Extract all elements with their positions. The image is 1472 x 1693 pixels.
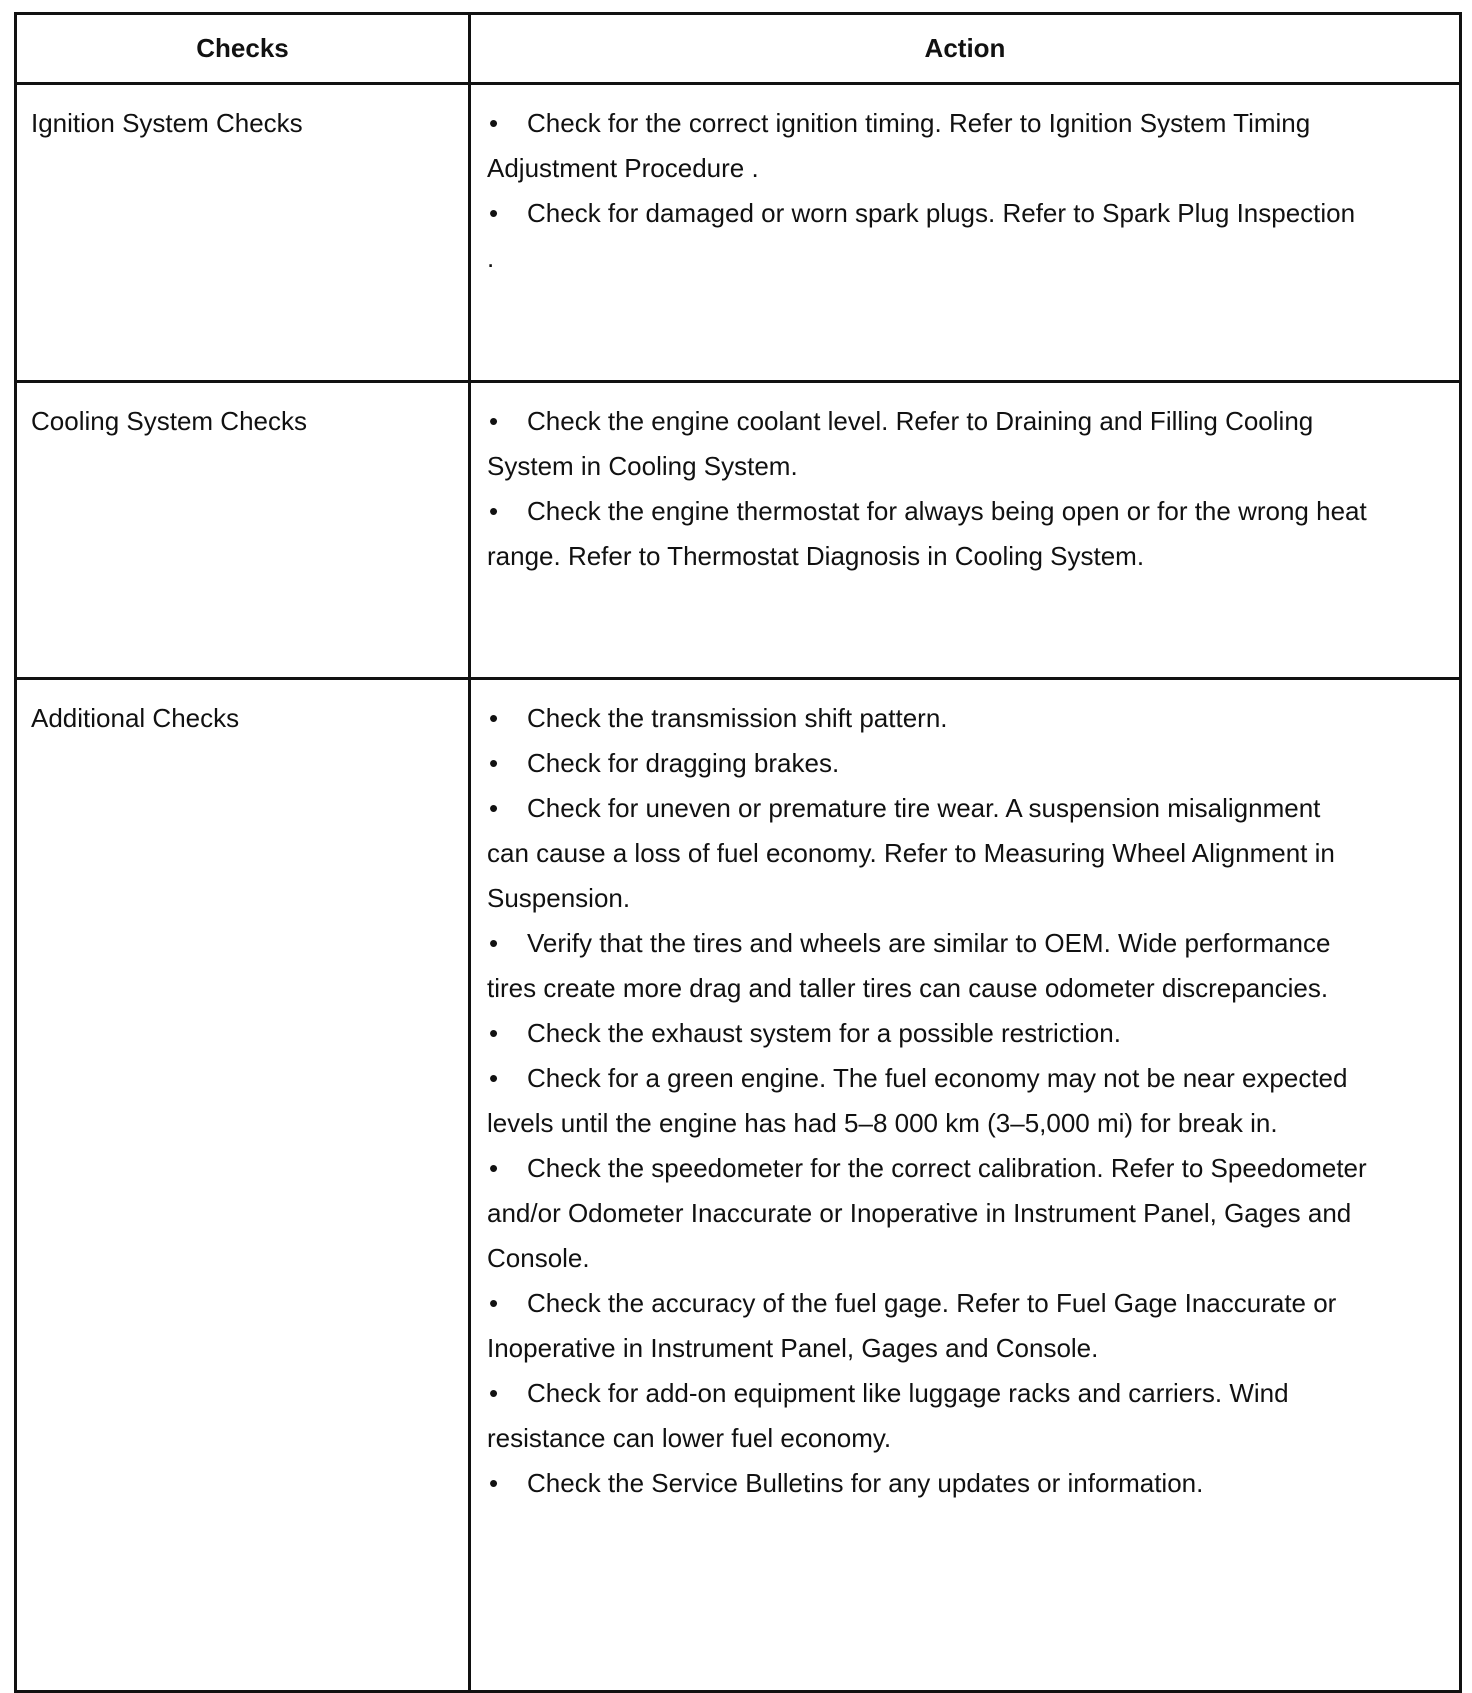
checks-action-table [14,12,1462,1693]
action-cell [470,382,1461,679]
action-item [487,786,1369,921]
bullet-icon: • [489,198,499,228]
action-item [487,1281,1369,1371]
table-row-ignition [16,84,1461,382]
table-row-additional [16,679,1461,1692]
bullet-icon: • [489,928,499,958]
header-action: Action [470,14,1461,84]
action-text: Check the exhaust system for a possible restriction. [527,1018,1121,1048]
action-item [487,1146,1369,1281]
action-item [487,399,1369,489]
action-list [487,101,1369,281]
action-item [487,1011,1369,1056]
action-item [487,489,1369,579]
bullet-icon: • [489,1468,499,1498]
action-text: Check for the correct ignition timing. Refer to Ignition System Timing Adjustment Procedure . [487,108,1311,183]
check-name: Cooling System Checks [16,382,470,679]
action-text: Check the engine coolant level. Refer to Draining and Filling Cooling System in Cooling System. [487,406,1314,481]
bullet-icon: • [489,1153,499,1183]
header-checks: Checks [16,14,470,84]
action-cell [470,679,1461,1692]
check-name: Ignition System Checks [16,84,470,382]
bullet-icon: • [489,703,499,733]
action-text: Check the speedometer for the correct calibration. Refer to Speedometer and/or Odometer Inaccurate or Inoperative in Instrument Panel, Gages and Console. [487,1153,1367,1273]
bullet-icon: • [489,1018,499,1048]
bullet-icon: • [489,793,499,823]
table-row-cooling [16,382,1461,679]
action-item [487,101,1369,191]
action-text: Check for damaged or worn spark plugs. Refer to Spark Plug Inspection . [487,198,1356,273]
action-text: Check for a green engine. The fuel economy may not be near expected levels until the engine has had 5–8 000 km (3–5,000 mi) for break in. [487,1063,1348,1138]
header-row [16,14,1461,84]
action-text: Check for dragging brakes. [527,748,840,778]
action-list [487,696,1369,1506]
action-text: Check the accuracy of the fuel gage. Refer to Fuel Gage Inaccurate or Inoperative in Instrument Panel, Gages and Console. [487,1288,1337,1363]
check-name: Additional Checks [16,679,470,1692]
bullet-icon: • [489,1063,499,1093]
action-text: Check for add-on equipment like luggage racks and carriers. Wind resistance can lower fuel economy. [487,1378,1289,1453]
action-item [487,191,1369,281]
action-text: Verify that the tires and wheels are similar to OEM. Wide performance tires create more drag and taller tires can cause odometer discrepancies. [487,928,1331,1003]
action-text: Check the engine thermostat for always being open or for the wrong heat range. Refer to Thermostat Diagnosis in Cooling System. [487,496,1367,571]
action-item [487,741,1369,786]
action-text: Check the transmission shift pattern. [527,703,948,733]
action-item [487,1056,1369,1146]
bullet-icon: • [489,108,499,138]
action-item [487,921,1369,1011]
bullet-icon: • [489,406,499,436]
action-item [487,696,1369,741]
bullet-icon: • [489,1378,499,1408]
action-cell [470,84,1461,382]
action-list [487,399,1369,579]
bullet-icon: • [489,1288,499,1318]
bullet-icon: • [489,748,499,778]
action-item [487,1461,1369,1506]
action-item [487,1371,1369,1461]
action-text: Check for uneven or premature tire wear. A suspension misalignment can cause a loss of fuel economy. Refer to Measuring Wheel Alignment in Suspension. [487,793,1335,913]
bullet-icon: • [489,496,499,526]
action-text: Check the Service Bulletins for any updates or information. [527,1468,1204,1498]
